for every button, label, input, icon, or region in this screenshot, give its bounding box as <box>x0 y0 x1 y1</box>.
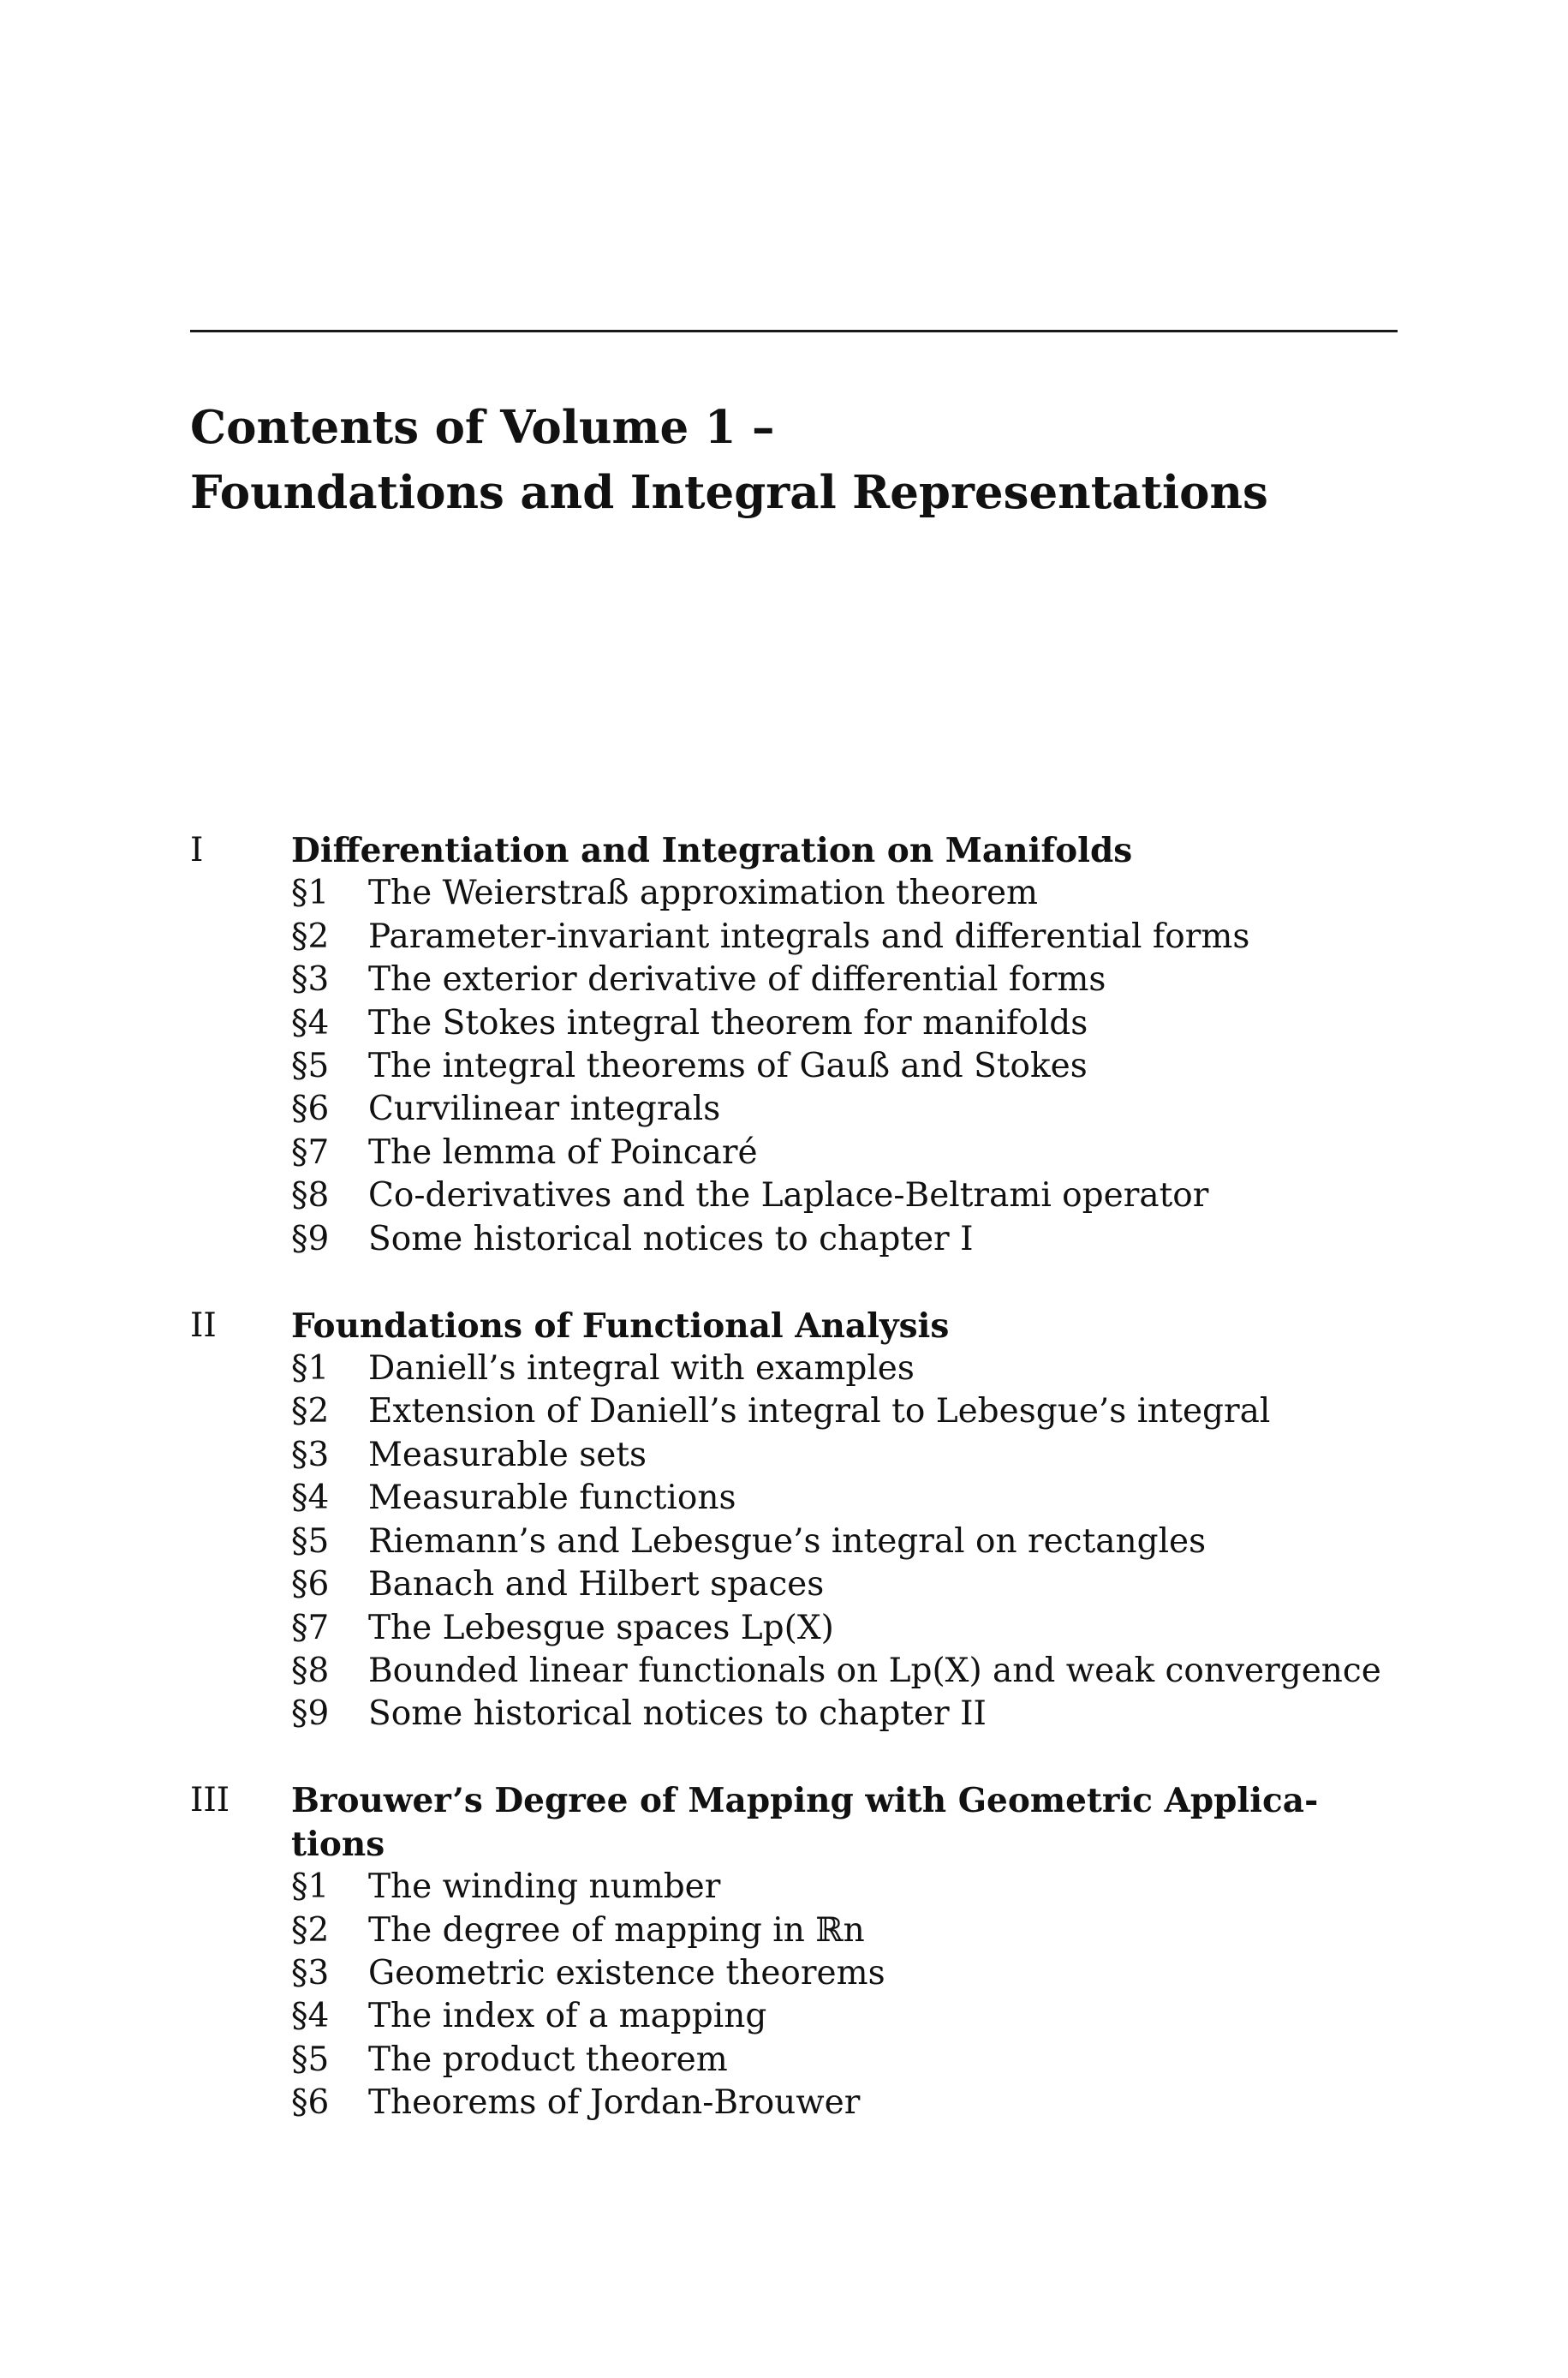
chapter-3 <box>190 1779 1432 2124</box>
chapter-title-line-1: Brouwer’s Degree of Mapping with Geometric Applica- <box>291 1781 1319 1821</box>
section-number: §7 <box>291 1132 330 1172</box>
chapter-title: Foundations of Functional Analysis <box>291 1306 950 1346</box>
chapter-title-line-2: tions <box>291 1824 385 1864</box>
section-number: §3 <box>291 1435 330 1474</box>
section-number: §5 <box>291 1521 330 1561</box>
chapter-heading <box>190 1305 1432 1347</box>
section-number: §1 <box>291 1349 330 1389</box>
section-title: The winding number <box>368 1867 721 1907</box>
section-title: Extension of Daniell’s integral to Lebesgue’s integral <box>368 1392 1271 1431</box>
section-entry <box>190 1045 1432 1088</box>
section-number: §8 <box>291 1176 330 1216</box>
section-title: Parameter-invariant integrals and differential forms <box>368 917 1250 956</box>
section-entry <box>190 1563 1432 1606</box>
section-title: The integral theorems of Gauß and Stokes <box>368 1047 1088 1086</box>
section-entry <box>190 1650 1432 1693</box>
section-title: The Stokes integral theorem for manifolds <box>368 1003 1088 1043</box>
section-number: §4 <box>291 1479 330 1518</box>
section-entry <box>190 1132 1432 1174</box>
section-number: §5 <box>291 2040 330 2079</box>
section-number: §6 <box>291 1090 330 1129</box>
chapter-number: II <box>190 1306 217 1345</box>
section-entry <box>190 1174 1432 1217</box>
chapter-1 <box>190 829 1432 1261</box>
section-entry <box>190 2082 1432 2124</box>
section-list <box>190 872 1432 1261</box>
top-rule <box>190 330 1398 332</box>
section-title: Bounded linear functionals on Lp(X) and weak convergence <box>368 1651 1381 1690</box>
section-title: Geometric existence theorems <box>368 1953 885 1993</box>
section-title: Some historical notices to chapter II <box>368 1694 987 1734</box>
section-number: §6 <box>291 1565 330 1604</box>
section-entry <box>190 1347 1432 1390</box>
section-number: §8 <box>291 1651 330 1690</box>
chapter-heading <box>190 829 1432 872</box>
section-number: §3 <box>291 1953 330 1993</box>
section-entry <box>190 1866 1432 1909</box>
chapter-number: III <box>190 1781 230 1820</box>
chapter-heading <box>190 1779 1432 1866</box>
section-number: §9 <box>291 1694 330 1734</box>
title-line-2: Foundations and Integral Representations <box>190 465 1268 519</box>
section-entry <box>190 916 1432 959</box>
section-entry <box>190 1218 1432 1261</box>
section-number: §2 <box>291 1910 330 1950</box>
section-title: Daniell’s integral with examples <box>368 1349 915 1389</box>
section-entry <box>190 872 1432 915</box>
section-entry <box>190 1995 1432 2038</box>
section-title: The index of a mapping <box>368 1997 767 2036</box>
section-title: Measurable sets <box>368 1435 647 1474</box>
section-number: §5 <box>291 1047 330 1086</box>
section-number: §6 <box>291 2083 330 2123</box>
section-title: Banach and Hilbert spaces <box>368 1565 825 1604</box>
section-entry <box>190 1607 1432 1650</box>
section-number: §7 <box>291 1608 330 1647</box>
section-number: §3 <box>291 960 330 1000</box>
section-title: The lemma of Poincaré <box>368 1132 758 1172</box>
section-entry <box>190 2039 1432 2082</box>
section-title: The exterior derivative of differential forms <box>368 960 1106 1000</box>
section-title: Some historical notices to chapter I <box>368 1219 974 1258</box>
section-title: Co-derivatives and the Laplace-Beltrami operator <box>368 1176 1209 1216</box>
section-number: §1 <box>291 874 330 913</box>
section-entry <box>190 1909 1432 1952</box>
section-number: §1 <box>291 1867 330 1907</box>
section-entry <box>190 1088 1432 1131</box>
section-number: §2 <box>291 917 330 956</box>
section-entry <box>190 1952 1432 1995</box>
section-title: Curvilinear integrals <box>368 1090 721 1129</box>
section-entry <box>190 1693 1432 1736</box>
section-title: Theorems of Jordan-Brouwer <box>368 2083 861 2123</box>
section-list <box>190 1866 1432 2124</box>
section-number: §2 <box>291 1392 330 1431</box>
section-entry <box>190 1434 1432 1477</box>
table-of-contents <box>190 829 1432 2125</box>
section-entry <box>190 1390 1432 1433</box>
section-list <box>190 1347 1432 1736</box>
section-title: The product theorem <box>368 2040 728 2079</box>
chapter-title <box>291 1779 1319 1866</box>
page-title <box>190 395 1432 525</box>
section-title: Measurable functions <box>368 1479 736 1518</box>
section-number: §9 <box>291 1219 330 1258</box>
chapter-number: I <box>190 831 204 869</box>
section-title: The Lebesgue spaces Lp(X) <box>368 1608 834 1647</box>
section-number: §4 <box>291 1003 330 1043</box>
section-entry <box>190 959 1432 1001</box>
section-entry <box>190 1002 1432 1045</box>
chapter-2 <box>190 1305 1432 1736</box>
section-entry <box>190 1521 1432 1563</box>
chapter-title: Differentiation and Integration on Manifolds <box>291 831 1133 870</box>
section-title: The Weierstraß approximation theorem <box>368 874 1039 913</box>
section-entry <box>190 1477 1432 1520</box>
section-title: Riemann’s and Lebesgue’s integral on rectangles <box>368 1521 1207 1561</box>
section-title: The degree of mapping in ℝn <box>368 1910 865 1950</box>
title-line-1: Contents of Volume 1 – <box>190 400 775 454</box>
section-number: §4 <box>291 1997 330 2036</box>
